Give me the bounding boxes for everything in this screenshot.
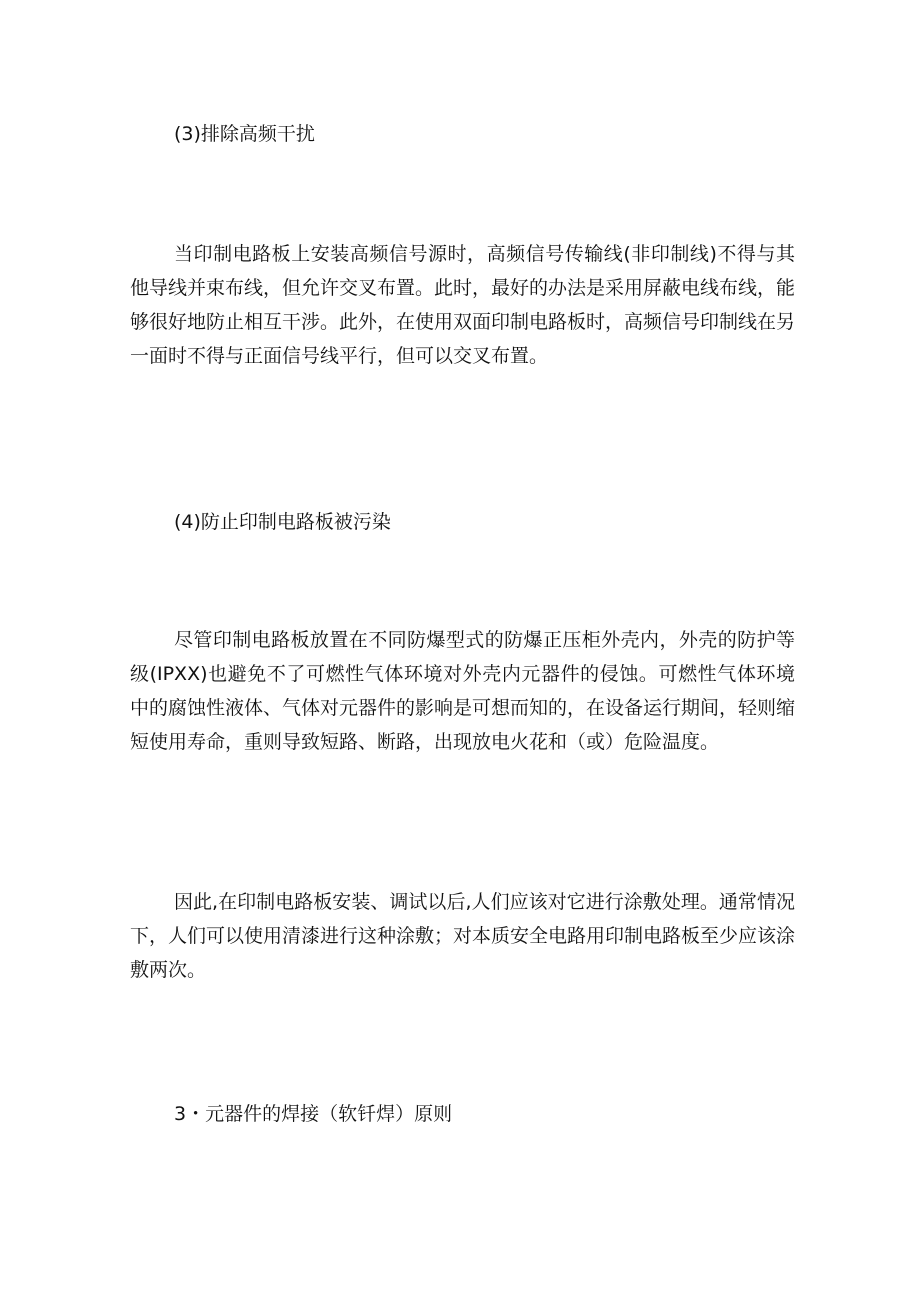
section-heading-pcb-contamination: (4)防止印制电路板被污染 <box>174 511 391 533</box>
paragraph-pcb-contamination: 尽管印制电路板放置在不同防爆型式的防爆正压柜外壳内，外壳的防护等级(IPXX)也避免不了可燃性气体环境对外壳内元器件的侵蚀。可燃性气体环境中的腐蚀性液体、气体对元器件的影响是可想而知的，在设备运行期间，轻则缩短使用寿命，重则导致短路、断路，出现放电火花和（或）危险温度。 <box>130 629 796 753</box>
section-heading-soldering: 3・元器件的焊接（软钎焊）原则 <box>174 1103 453 1125</box>
paragraph-pcb-coating: 因此,在印制电路板安装、调试以后,人们应该对它进行涂敷处理。通常情况下，人们可以使用清漆进行这种涂敷；对本质安全电路用印制电路板至少应该涂敷两次。 <box>130 891 796 981</box>
section-heading-high-frequency: (3)排除高频干扰 <box>174 123 315 145</box>
paragraph-high-frequency: 当印制电路板上安装高频信号源时，高频信号传输线(非印制线)不得与其他导线并束布线，但允许交叉布置。此时，最好的办法是采用屏蔽电线布线，能够很好地防止相互干涉。此外，在使用双面印制电路板时，高频信号印制线在另一面时不得与正面信号线平行，但可以交叉布置。 <box>130 243 796 367</box>
